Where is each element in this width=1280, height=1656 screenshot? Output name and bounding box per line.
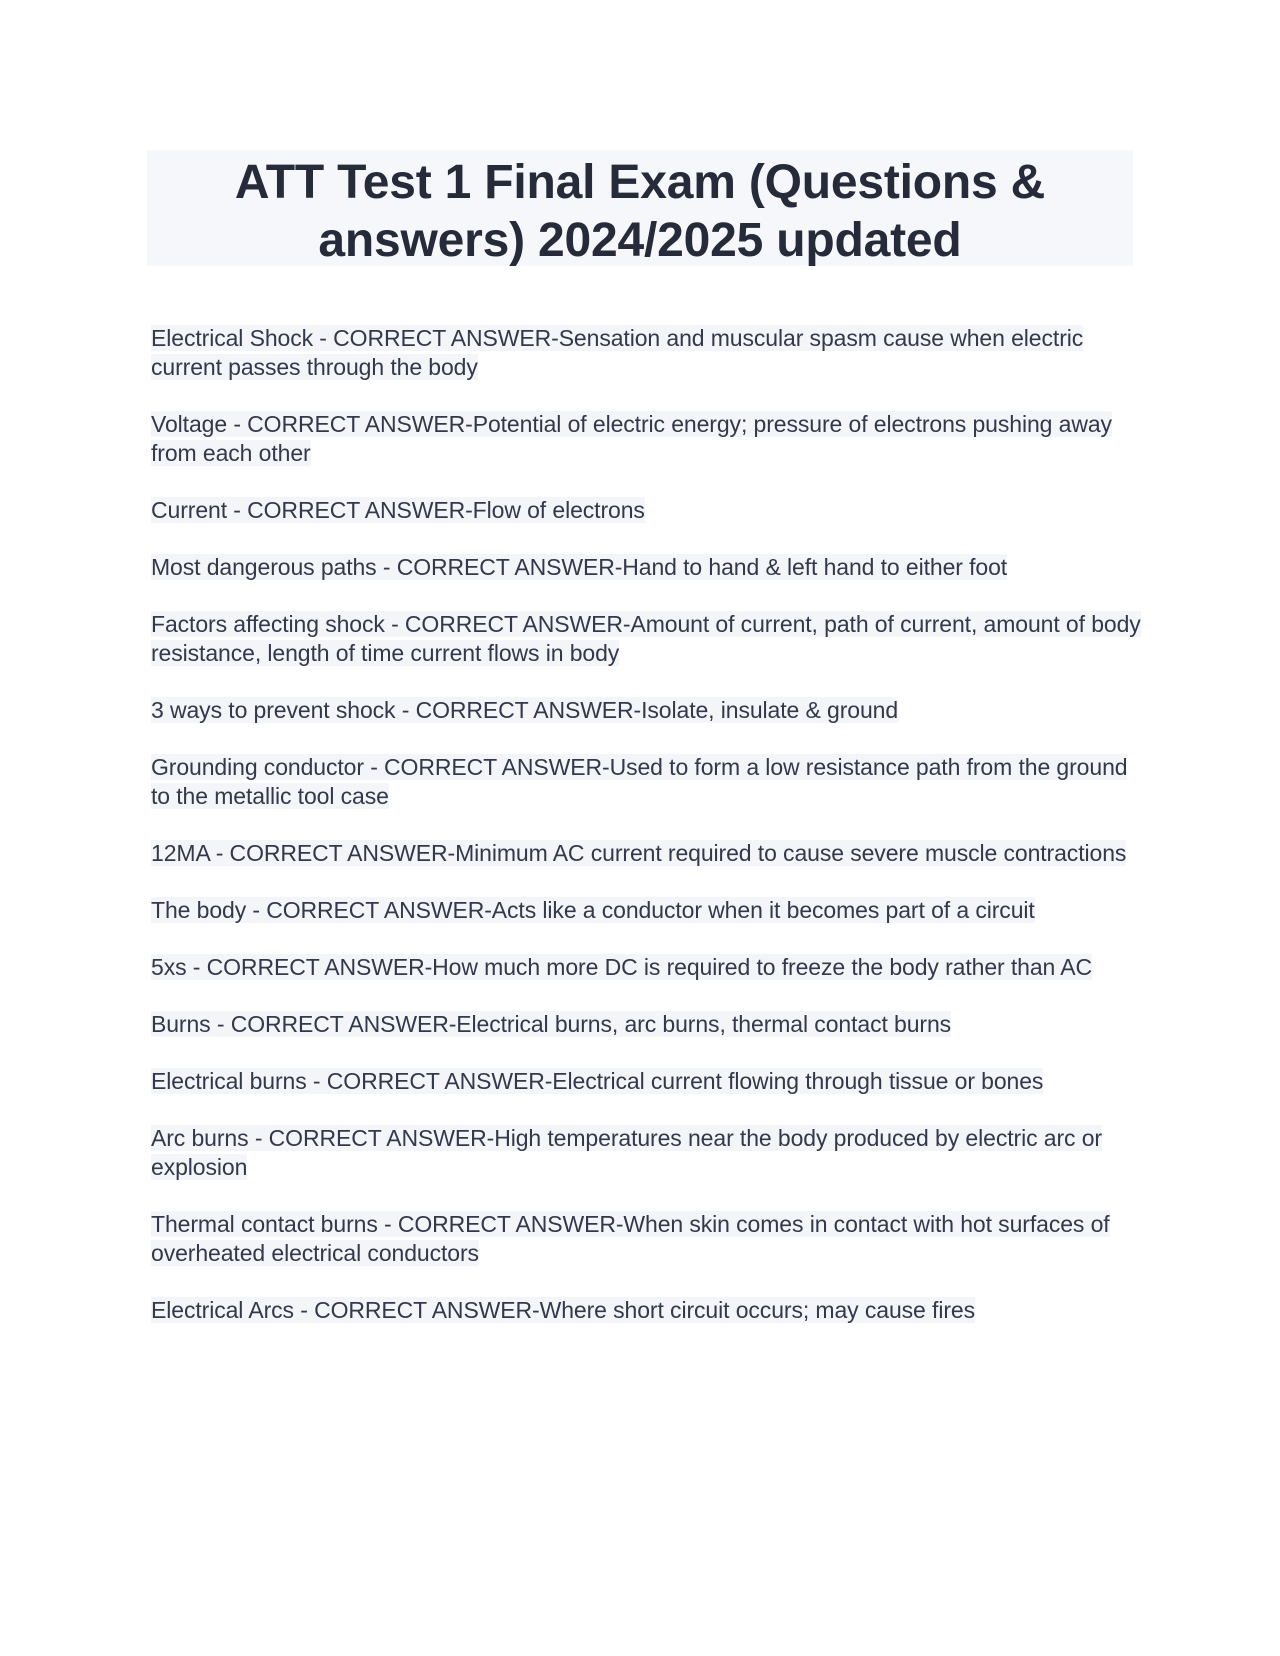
qa-entry-text: Voltage - CORRECT ANSWER-Potential of electric energy; pressure of electrons pushing away from each other bbox=[151, 411, 1112, 466]
qa-entry-text: Burns - CORRECT ANSWER-Electrical burns, arc burns, thermal contact burns bbox=[151, 1011, 952, 1037]
qa-entry bbox=[151, 1296, 1141, 1325]
qa-entry-text: 12MA - CORRECT ANSWER-Minimum AC current required to cause severe muscle contractions bbox=[151, 840, 1127, 866]
qa-entry bbox=[151, 953, 1141, 982]
qa-entry bbox=[151, 1124, 1141, 1182]
qa-entry bbox=[151, 753, 1141, 811]
qa-entry bbox=[151, 1067, 1141, 1096]
qa-entry-text: The body - CORRECT ANSWER-Acts like a conductor when it becomes part of a circuit bbox=[151, 897, 1035, 923]
qa-entry bbox=[151, 1210, 1141, 1268]
qa-entry bbox=[151, 696, 1141, 725]
qa-entry-text: Most dangerous paths - CORRECT ANSWER-Hand to hand & left hand to either foot bbox=[151, 554, 1008, 580]
qa-list bbox=[151, 324, 1141, 1353]
qa-entry bbox=[151, 410, 1141, 468]
qa-entry bbox=[151, 496, 1141, 525]
qa-entry-text: Factors affecting shock - CORRECT ANSWER-Amount of current, path of current, amount of body resistance, length of time current flows in body bbox=[151, 611, 1141, 666]
qa-entry bbox=[151, 610, 1141, 668]
qa-entry bbox=[151, 1010, 1141, 1039]
qa-entry bbox=[151, 553, 1141, 582]
qa-entry-text: Thermal contact burns - CORRECT ANSWER-When skin comes in contact with hot surfaces of overheated electrical conductors bbox=[151, 1211, 1110, 1266]
qa-entry-text: Electrical burns - CORRECT ANSWER-Electrical current flowing through tissue or bones bbox=[151, 1068, 1044, 1094]
qa-entry-text: Electrical Shock - CORRECT ANSWER-Sensation and muscular spasm cause when electric current passes through the body bbox=[151, 325, 1084, 380]
qa-entry bbox=[151, 324, 1141, 382]
qa-entry-text: Grounding conductor - CORRECT ANSWER-Used to form a low resistance path from the ground to the metallic tool case bbox=[151, 754, 1128, 809]
qa-entry-text: Arc burns - CORRECT ANSWER-High temperatures near the body produced by electric arc or explosion bbox=[151, 1125, 1102, 1180]
title-block bbox=[147, 150, 1133, 266]
qa-entry bbox=[151, 839, 1141, 868]
qa-entry-text: Current - CORRECT ANSWER-Flow of electrons bbox=[151, 497, 645, 523]
qa-entry-text: Electrical Arcs - CORRECT ANSWER-Where short circuit occurs; may cause fires bbox=[151, 1297, 975, 1323]
qa-entry bbox=[151, 896, 1141, 925]
qa-entry-text: 3 ways to prevent shock - CORRECT ANSWER-Isolate, insulate & ground bbox=[151, 697, 899, 723]
qa-entry-text: 5xs - CORRECT ANSWER-How much more DC is required to freeze the body rather than AC bbox=[151, 954, 1093, 980]
document-title: ATT Test 1 Final Exam (Questions & answers) 2024/2025 updated bbox=[234, 156, 1046, 267]
